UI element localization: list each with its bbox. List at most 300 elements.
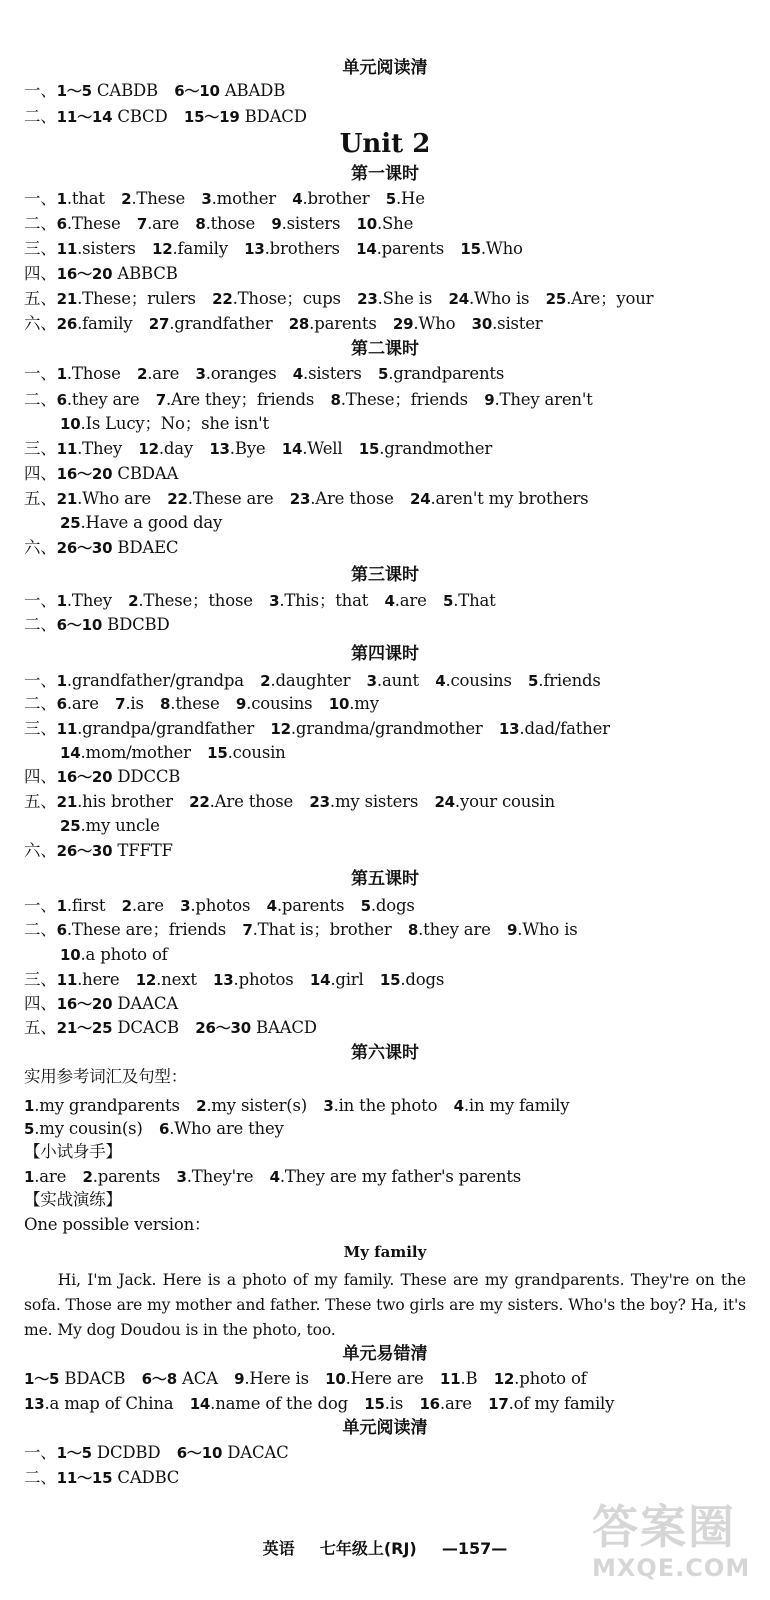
question-number: 3 (323, 1097, 334, 1115)
question-number: 15 (379, 971, 401, 989)
watermark-title: 答案圈 (592, 1500, 736, 1554)
answer-text: .parents (92, 1167, 177, 1186)
question-number: 9 (506, 921, 518, 939)
answer-text: 二、 (24, 107, 57, 126)
answer-text: .Who is (468, 289, 546, 308)
answer-text: .cousins (445, 671, 529, 690)
question-number: 13 (498, 720, 520, 738)
answer-line (24, 1467, 179, 1489)
section-heading: 第六课时 (351, 1043, 419, 1063)
answer-text: .of my family (508, 1394, 615, 1413)
answer-text: .dad/father (519, 719, 610, 738)
answer-line (24, 693, 379, 715)
question-number: 4 (435, 672, 446, 690)
answer-text: .He (396, 189, 425, 208)
answer-line (24, 106, 307, 128)
question-number: 4 (292, 365, 304, 383)
question-number: 13 (213, 971, 234, 989)
question-number: 11 (56, 240, 78, 258)
answer-text: .That is；brother (252, 920, 408, 939)
question-number: 1 (56, 897, 67, 915)
answer-text: 一、 (24, 671, 57, 690)
answer-text: .mom/mother (80, 743, 208, 762)
question-number: 14 (309, 971, 331, 989)
answer-text: .This；that (279, 591, 385, 610)
answer-line (24, 590, 496, 612)
footer-page-number: —157— (441, 1539, 508, 1558)
answer-text: .is (125, 694, 161, 713)
question-number: 23 (357, 290, 378, 308)
answer-line (24, 438, 492, 460)
answer-text: .They're (186, 1167, 270, 1186)
question-number: 14 (189, 1395, 211, 1413)
question-number: 1 (56, 592, 67, 610)
question-number: 25 (60, 514, 81, 532)
answer-line (60, 742, 286, 764)
answer-text: 二、 (24, 1468, 57, 1487)
question-number: 6 (56, 921, 67, 939)
answer-line (24, 1393, 614, 1415)
question-number: 13 (244, 240, 265, 258)
question-number: 7 (242, 921, 253, 939)
question-number: 4 (453, 1097, 464, 1115)
question-number: 12 (135, 971, 157, 989)
answer-text: 一、 (24, 591, 57, 610)
question-number: 4 (384, 592, 395, 610)
answer-line (60, 512, 222, 534)
question-number: 10 (325, 1370, 346, 1388)
answer-text: .are (147, 364, 196, 383)
question-number: 15～19 (183, 108, 240, 126)
question-number: 8 (195, 215, 206, 233)
answer-text: 一、 (24, 896, 57, 915)
answer-text: .my cousin(s) (34, 1119, 159, 1138)
answer-text: One possible version： (24, 1215, 211, 1234)
question-number: 21～25 (56, 1019, 113, 1037)
answer-text: 三、 (24, 239, 57, 258)
question-number: 14 (60, 744, 81, 762)
answer-text: .aunt (376, 671, 436, 690)
answer-text: .parents (376, 239, 461, 258)
answer-text: .These；rulers (77, 289, 213, 308)
question-number: 10 (60, 946, 81, 964)
answer-text: .Those；cups (232, 289, 358, 308)
question-number: 4 (269, 1168, 280, 1186)
section-heading: 单元阅读清 (342, 58, 428, 78)
answer-line (24, 389, 593, 411)
question-number: 1～5 (24, 1370, 60, 1388)
answer-text: .These (66, 214, 137, 233)
answer-text: .Is Lucy；No；she isn't (80, 414, 269, 433)
answer-text: .Well (302, 439, 359, 458)
answer-text: .grandfather/grandpa (66, 671, 261, 690)
section-heading: 第三课时 (351, 565, 419, 585)
answer-text: .friends (538, 671, 601, 690)
answer-text: .that (66, 189, 122, 208)
question-number: 9 (484, 391, 495, 409)
footer-subject: 英语 (262, 1539, 295, 1558)
question-number: 3 (366, 672, 377, 690)
answer-text: .These (131, 189, 202, 208)
answer-text: .girl (330, 970, 380, 989)
answer-text: .They are my father's parents (279, 1167, 522, 1186)
answer-text: BDACD (239, 107, 307, 126)
answer-text: .grandfather (169, 314, 289, 333)
answer-text: .photos (233, 970, 310, 989)
answer-line (24, 80, 285, 102)
answer-text: .Are；your (566, 289, 654, 308)
answer-line (24, 1166, 521, 1188)
question-number: 7 (115, 695, 126, 713)
question-number: 2 (137, 365, 148, 383)
answer-text: .are (394, 591, 443, 610)
question-number: 16 (419, 1395, 440, 1413)
answer-text: DCDBD (91, 1443, 177, 1462)
question-number: 3 (201, 190, 212, 208)
question-number: 6 (56, 695, 67, 713)
answer-text: DACAC (222, 1443, 289, 1462)
answer-line (24, 463, 178, 485)
answer-line (60, 944, 168, 966)
answer-text: .here (77, 970, 136, 989)
answer-text: .first (66, 896, 122, 915)
answer-text: .my grandparents (34, 1096, 197, 1115)
question-number: 4 (292, 190, 303, 208)
question-number: 8 (407, 921, 419, 939)
answer-text: ACA (176, 1369, 235, 1388)
answer-text: .Who are they (169, 1119, 284, 1138)
answer-text: .They (77, 439, 139, 458)
answer-text: 五、 (24, 1018, 57, 1037)
answer-text: TFFTF (112, 841, 173, 860)
question-number: 7 (155, 391, 166, 409)
question-number: 6～10 (56, 616, 103, 634)
answer-text: .sisters (281, 214, 357, 233)
answer-line (24, 188, 425, 210)
answer-text: .your cousin (454, 792, 555, 811)
question-number: 30 (471, 315, 493, 333)
question-number: 2 (196, 1097, 207, 1115)
answer-line (24, 840, 173, 862)
answer-text: .are (34, 1167, 83, 1186)
answer-text: 二、 (24, 390, 57, 409)
question-number: 16～20 (56, 465, 113, 483)
answer-text: .They (66, 591, 129, 610)
answer-text: .my sisters (329, 792, 435, 811)
question-number: 3 (176, 1168, 187, 1186)
answer-text: CBDAA (112, 464, 179, 483)
answer-text: .are (66, 694, 116, 713)
question-number: 26～30 (195, 1019, 251, 1037)
answer-text: ABADB (219, 81, 286, 100)
question-number: 15 (460, 240, 481, 258)
answer-text: BDACB (59, 1369, 142, 1388)
answer-text: .family (172, 239, 245, 258)
question-number: 16～20 (56, 995, 113, 1013)
answer-line (24, 363, 504, 385)
answer-text: .photos (190, 896, 267, 915)
question-number: 22 (167, 490, 188, 508)
answer-text: .my (349, 694, 379, 713)
question-number: 5 (24, 1120, 35, 1138)
answer-text: .Who (413, 314, 472, 333)
section-heading: 第一课时 (351, 164, 419, 184)
answer-text: .These；friends (340, 390, 485, 409)
answer-text: .Who are (77, 489, 168, 508)
answer-text: 【小试身手】 (24, 1142, 122, 1161)
answer-line (24, 1066, 187, 1088)
question-number: 26～30 (56, 842, 113, 860)
question-number: 23 (289, 490, 311, 508)
question-number: 11～15 (56, 1469, 113, 1487)
question-number: 11～14 (56, 108, 113, 126)
answer-text: ABBCB (112, 264, 178, 283)
answer-text: 六、 (24, 841, 57, 860)
question-number: 11 (56, 720, 78, 738)
answer-text: DCACB (112, 1018, 196, 1037)
answer-text: .They aren't (494, 390, 593, 409)
essay-paragraph: Hi, I'm Jack. Here is a photo of my family. These are my grandparents. They're on the sofa. Those are my mother and father. These two girls are my sisters. Who's the boy? Ha, it's me. My dog Doudou is in the photo, too. (24, 1271, 746, 1339)
answer-text: DAACA (112, 994, 179, 1013)
answer-text: .daughter (270, 671, 367, 690)
answer-line (24, 919, 578, 941)
answer-line (24, 488, 588, 510)
question-number: 22 (189, 793, 210, 811)
question-number: 12 (152, 240, 173, 258)
question-number: 4 (266, 897, 277, 915)
answer-text: .photo of (514, 1369, 587, 1388)
answer-text: .dogs (370, 896, 415, 915)
answer-line (24, 263, 178, 285)
answer-text: .they are (66, 390, 156, 409)
answer-text: 五、 (24, 289, 57, 308)
answer-text: CADBC (112, 1468, 180, 1487)
question-number: 1 (24, 1097, 35, 1115)
answer-text: .Bye (229, 439, 282, 458)
answer-line (24, 1141, 122, 1163)
answer-text: .sisters (303, 364, 378, 383)
question-number: 5 (385, 190, 397, 208)
question-number: 10 (60, 415, 81, 433)
answer-text: 四、 (24, 464, 57, 483)
answer-text: .Here is (244, 1369, 326, 1388)
answer-text: .are (131, 896, 181, 915)
answer-text: .a map of China (44, 1394, 190, 1413)
answer-text: 五、 (24, 792, 57, 811)
question-number: 15 (364, 1395, 385, 1413)
answer-line (60, 815, 160, 837)
answer-line (24, 791, 555, 813)
answer-text: .These；those (138, 591, 270, 610)
answer-text: .sister (492, 314, 543, 333)
answer-text: .in the photo (333, 1096, 454, 1115)
question-number: 1 (56, 672, 67, 690)
question-number: 3 (269, 592, 280, 610)
question-number: 10 (328, 695, 350, 713)
question-number: 2 (121, 190, 132, 208)
question-number: 17 (488, 1395, 509, 1413)
answer-text: .they are (418, 920, 507, 939)
answer-line (24, 1442, 289, 1464)
section-heading: 单元易错清 (342, 1344, 428, 1364)
answer-line (24, 1118, 284, 1140)
question-number: 1～5 (56, 1444, 92, 1462)
question-number: 24 (434, 793, 455, 811)
answer-line (24, 313, 542, 335)
answer-text: 二、 (24, 615, 57, 634)
answer-text: 二、 (24, 214, 57, 233)
answer-text: .Are those (310, 489, 410, 508)
footer-grade: 七年级上(RJ) (319, 1539, 417, 1558)
answer-text: .next (156, 970, 214, 989)
question-number: 2 (260, 672, 271, 690)
question-number: 26 (56, 315, 78, 333)
question-number: 5 (360, 897, 371, 915)
answer-text: 四、 (24, 264, 57, 283)
answer-text: 三、 (24, 970, 57, 989)
answer-text: .She is (377, 289, 449, 308)
question-number: 14 (356, 240, 377, 258)
answer-text: .Who (480, 239, 523, 258)
answer-text: 四、 (24, 994, 57, 1013)
answer-text: .She (377, 214, 414, 233)
question-number: 24 (448, 290, 469, 308)
question-number: 28 (288, 315, 310, 333)
answer-text: 六、 (24, 538, 57, 557)
question-number: 5 (442, 592, 454, 610)
question-number: 6～10 (176, 1444, 223, 1462)
section-heading: 第二课时 (351, 339, 419, 359)
question-number: 3 (180, 897, 191, 915)
question-number: 10 (356, 215, 378, 233)
answer-text: .aren't my brothers (430, 489, 589, 508)
answer-text: 五、 (24, 489, 57, 508)
question-number: 6 (158, 1120, 170, 1138)
answer-line (24, 1189, 122, 1211)
answer-text: .those (205, 214, 272, 233)
watermark-url: MXQE.COM (592, 1554, 751, 1582)
question-number: 11 (439, 1370, 461, 1388)
question-number: 8 (330, 391, 341, 409)
answer-text: .these (170, 694, 236, 713)
answer-text: .Who is (517, 920, 578, 939)
unit-title: Unit 2 (339, 129, 431, 159)
question-number: 2 (121, 897, 132, 915)
answer-line (24, 895, 415, 917)
question-number: 9 (235, 695, 247, 713)
question-number: 13 (24, 1395, 45, 1413)
question-number: 5 (377, 365, 389, 383)
answer-line (24, 213, 413, 235)
question-number: 26～30 (56, 539, 113, 557)
answer-text: .These are (187, 489, 290, 508)
question-number: 12 (270, 720, 291, 738)
answer-text: .sisters (77, 239, 153, 258)
answer-text: 一、 (24, 364, 57, 383)
answer-text: .my sister(s) (206, 1096, 324, 1115)
answer-text: .grandmother (379, 439, 493, 458)
question-number: 29 (392, 315, 414, 333)
answer-line (24, 718, 610, 740)
answer-text: 【实战演练】 (24, 1190, 122, 1209)
essay-title: My family (343, 1243, 427, 1261)
answer-text: 实用参考词汇及句型： (24, 1067, 188, 1086)
question-number: 6～8 (141, 1370, 177, 1388)
answer-text: .mother (211, 189, 293, 208)
answer-text: .Those (66, 364, 138, 383)
answer-text: DDCCB (112, 767, 181, 786)
question-number: 8 (160, 695, 171, 713)
answer-line (24, 766, 180, 788)
answer-text: .B (460, 1369, 494, 1388)
answer-text: .Have a good day (80, 513, 223, 532)
answer-text: .family (77, 314, 149, 333)
question-number: 13 (209, 440, 230, 458)
answer-text: .in my family (463, 1096, 570, 1115)
question-number: 23 (309, 793, 330, 811)
question-number: 6 (56, 391, 67, 409)
answer-text: 四、 (24, 767, 57, 786)
question-number: 1 (24, 1168, 35, 1186)
answer-text: .day (158, 439, 210, 458)
answer-text: .name of the dog (210, 1394, 365, 1413)
answer-text: .cousin (227, 743, 286, 762)
answer-text: .cousins (246, 694, 329, 713)
answer-text: BDAEC (112, 538, 179, 557)
answer-text: BAACD (250, 1018, 317, 1037)
section-heading: 第五课时 (351, 869, 419, 889)
question-number: 22 (212, 290, 233, 308)
answer-line (60, 413, 269, 435)
section-heading: 单元阅读清 (342, 1418, 428, 1438)
question-number: 14 (281, 440, 303, 458)
answer-text: 六、 (24, 314, 57, 333)
answer-line (24, 1214, 210, 1236)
answer-text: .parents (276, 896, 361, 915)
answer-text: .parents (309, 314, 393, 333)
answer-text: .That (453, 591, 496, 610)
answer-text: .dogs (400, 970, 445, 989)
answer-line (24, 288, 653, 310)
question-number: 5 (528, 672, 539, 690)
answer-text: 三、 (24, 719, 57, 738)
answer-line (24, 614, 170, 636)
question-number: 15 (358, 440, 380, 458)
question-number: 1 (56, 365, 67, 383)
answer-text: .his brother (77, 792, 190, 811)
question-number: 21 (56, 490, 78, 508)
answer-text: 一、 (24, 1443, 57, 1462)
answer-line (24, 1368, 587, 1390)
answer-text: .Are those (209, 792, 310, 811)
answer-text: 二、 (24, 694, 57, 713)
answer-line (24, 1017, 317, 1039)
answer-text: .are (147, 214, 196, 233)
answer-text: CABDB (91, 81, 175, 100)
question-number: 2 (82, 1168, 93, 1186)
question-number: 3 (195, 365, 206, 383)
section-heading: 第四课时 (351, 644, 419, 664)
question-number: 16～20 (56, 768, 113, 786)
answer-text: .my uncle (80, 816, 160, 835)
answer-line (24, 1095, 569, 1117)
answer-text: .brother (302, 189, 386, 208)
question-number: 25 (545, 290, 567, 308)
question-number: 9 (234, 1370, 245, 1388)
answer-line (24, 537, 178, 559)
question-number: 21 (56, 290, 78, 308)
question-number: 21 (56, 793, 78, 811)
